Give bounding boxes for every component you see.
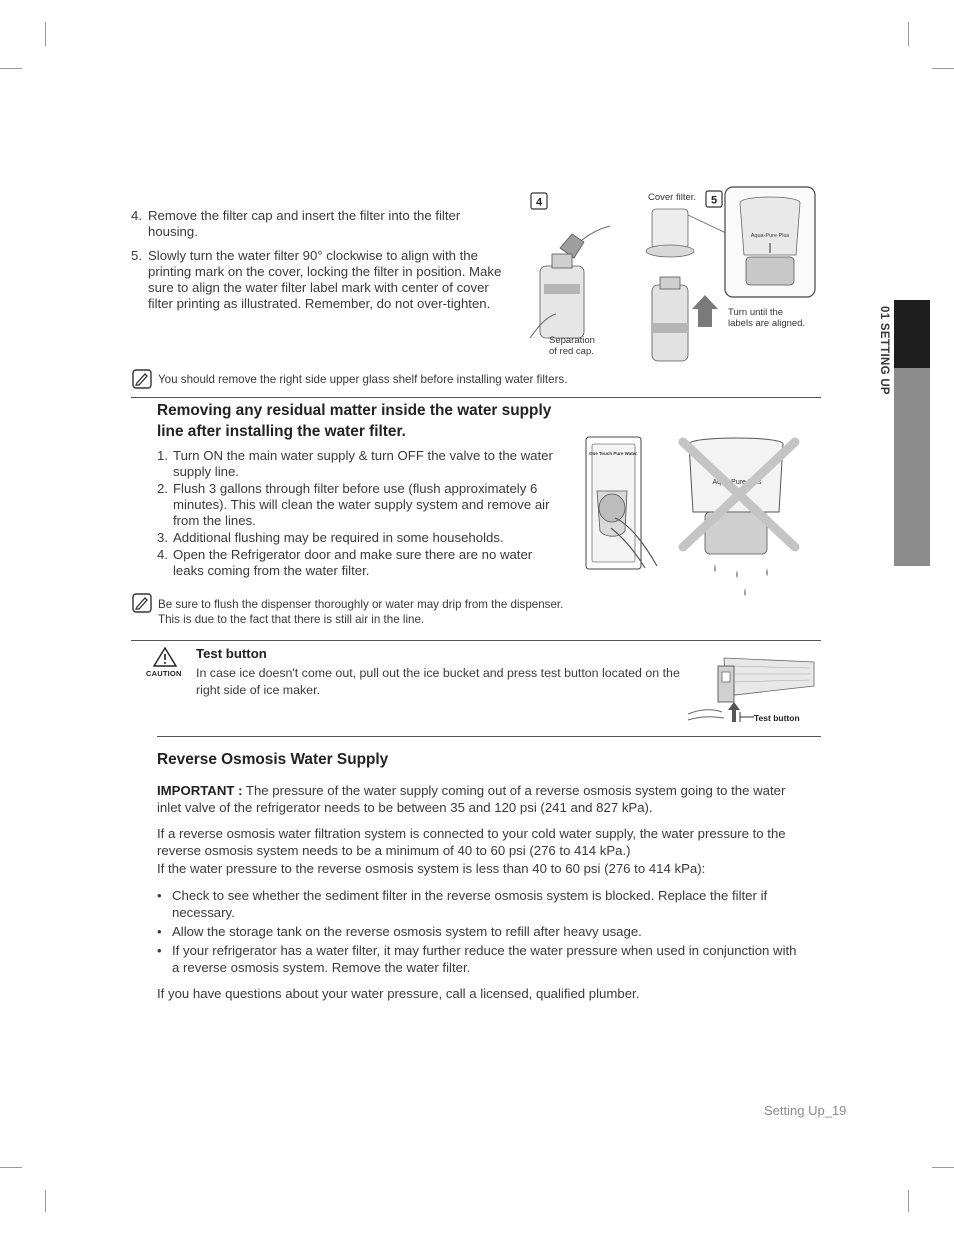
flush-step-item: 2. Flush 3 gallons through filter before use (flush approximately 6 minutes). This will clean the water supply system and remove air from the lines. <box>157 481 550 528</box>
note-icon <box>132 593 152 613</box>
crop-mark <box>0 68 22 69</box>
flush-steps <box>157 448 562 580</box>
filter-align-illustration <box>630 185 820 370</box>
divider <box>131 397 821 398</box>
ro-paragraph: If the water pressure to the reverse osmosis system is less than 40 to 60 psi (276 to 414 kPa): <box>157 861 706 876</box>
test-button-label: Test button <box>754 713 800 723</box>
filter-brand-label: Aqua-Pure Plus <box>750 233 790 239</box>
cover-filter-label: Cover filter. <box>648 192 697 203</box>
crop-mark <box>0 1167 22 1168</box>
list-item: • Allow the storage tank on the reverse osmosis system to refill after heavy usage. <box>157 924 642 939</box>
install-steps <box>131 208 511 320</box>
ro-bullet-list <box>157 887 807 978</box>
side-tab-label: 01 SETTING UP <box>878 306 890 395</box>
side-tab-label-holder <box>870 306 896 406</box>
crop-mark <box>932 1167 954 1168</box>
crop-mark <box>908 22 909 46</box>
note-flush-text: Be sure to flush the dispenser thoroughly or water may drip from the dispenser. This is due to the fact that there is still air in the line. <box>158 598 564 626</box>
leak-brand-label: Aqua-Pure Plus <box>712 479 762 486</box>
ro-closing-paragraph: If you have questions about your water pressure, call a licensed, qualified plumber. <box>157 986 640 1001</box>
note-icon <box>132 369 152 389</box>
step-item: 5. Slowly turn the water filter 90° clockwise to align with the printing mark on the cover, locking the filter in position. Make sure to align the water filter label mark with center of cover filter printing as illustrated. Remember, do not over-tighten. <box>131 248 502 311</box>
turn-label: Turn until the labels are aligned. <box>728 307 806 329</box>
step-4-badge: 4 <box>535 196 543 209</box>
divider <box>157 736 821 737</box>
caution-label: CAUTION <box>146 669 182 678</box>
crop-mark <box>932 68 954 69</box>
page-number: Setting Up_19 <box>764 1103 847 1118</box>
divider <box>131 640 821 641</box>
leak-illustration <box>675 432 805 602</box>
separation-label: Separation of red cap. <box>549 335 595 357</box>
note-shelf-text: You should remove the right side upper glass shelf before installing water filters. <box>158 373 568 386</box>
flush-step-item: 1. Turn ON the main water supply & turn OFF the valve to the water supply line. <box>157 448 553 479</box>
step-item: 4. Remove the filter cap and insert the filter into the filter housing. <box>131 208 461 239</box>
step-5-badge: 5 <box>710 194 718 207</box>
crop-mark <box>908 1190 909 1212</box>
caution-title: Test button <box>196 646 267 661</box>
crop-mark <box>45 1190 46 1212</box>
dispenser-label: One Touch Pure Water <box>588 451 638 456</box>
flush-step-item: 4. Open the Refrigerator door and make sure there are no water leaks coming from the water filter. <box>157 547 533 578</box>
caution-text: In case ice doesn't come out, pull out the ice bucket and press test button located on the right side of ice maker. <box>196 666 680 697</box>
dispenser-illustration <box>585 436 660 572</box>
ro-important-paragraph: IMPORTANT : The pressure of the water supply coming out of a reverse osmosis system going to the water inlet valve of the refrigerator needs to be between 35 and 120 psi (241 and 827 kPa). <box>157 783 786 815</box>
flush-step-item: 3. Additional flushing may be required in some households. <box>157 530 504 545</box>
caution-triangle-icon <box>153 647 177 667</box>
crop-mark <box>45 22 46 46</box>
filter-insert-illustration <box>522 188 627 368</box>
ro-paragraph: If a reverse osmosis water filtration system is connected to your cold water supply, the water pressure to the reverse osmosis system needs to be a minimum of 40 to 60 psi (276 to 414 kPa.) <box>157 826 786 858</box>
list-item: • Check to see whether the sediment filter in the reverse osmosis system is blocked. Replace the filter if necessary. <box>157 888 768 920</box>
ro-heading: Reverse Osmosis Water Supply <box>157 751 389 768</box>
flush-heading: Removing any residual matter inside the water supply line after installing the water filter. <box>157 402 552 440</box>
list-item: • If your refrigerator has a water filter, it may further reduce the water pressure when used in conjunction with a reverse osmosis system. Remove the water filter. <box>157 943 797 975</box>
ice-maker-illustration <box>686 646 821 728</box>
